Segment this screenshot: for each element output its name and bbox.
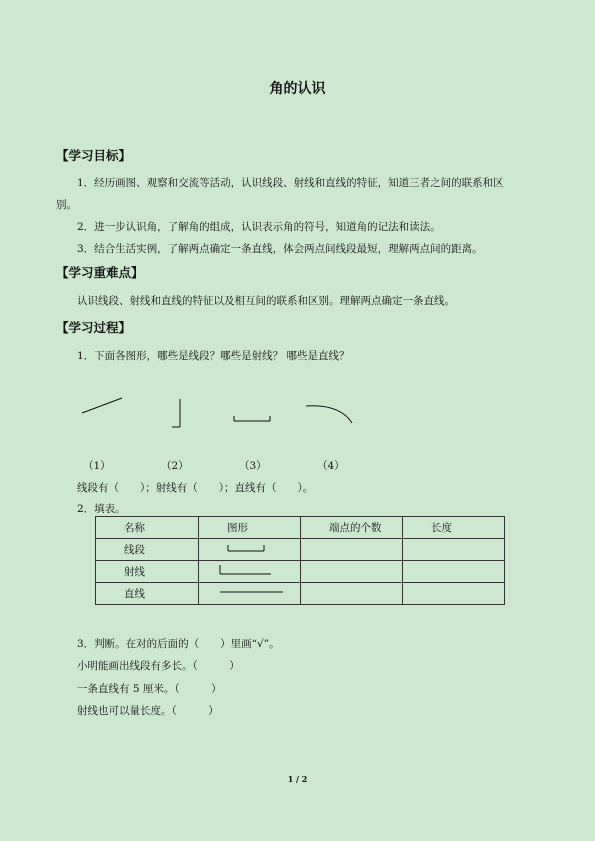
figure-label-1: （1） [83, 460, 111, 472]
table-cell-name: 射线 [96, 561, 199, 583]
table-cell-endpoints[interactable] [301, 583, 403, 605]
q2-prompt: 2．填表。 [77, 503, 126, 515]
table-header-row [96, 517, 505, 539]
line-figure-icon [219, 586, 285, 598]
table-row [96, 539, 505, 561]
fill-table [95, 516, 505, 605]
q3-item-1: 小明能画出线段有多长。（ ） [77, 660, 240, 672]
goal-item-3: 3．结合生活实例，了解两点确定一条直线，体会两点间线段最短，理解两点间的距离。 [77, 243, 483, 255]
segment-figure-icon [227, 542, 267, 554]
table-cell-length[interactable] [403, 561, 505, 583]
table-cell-length[interactable] [403, 583, 505, 605]
goals-heading: 【学习目标】 [56, 148, 132, 163]
table-header-length: 长度 [403, 517, 505, 539]
q1-prompt: 1．下面各图形，哪些是线段？哪些是射线？ 哪些是直线？ [77, 350, 350, 362]
table-row [96, 583, 505, 605]
process-heading: 【学习过程】 [56, 320, 132, 335]
q3-item-3: 射线也可以量长度。（ ） [77, 705, 219, 717]
ray-figure-icon [219, 564, 275, 576]
key-points-text: 认识线段、射线和直线的特征以及相互间的联系和区别。理解两点确定一条直线。 [77, 295, 455, 307]
table-cell-endpoints[interactable] [301, 539, 403, 561]
page-title: 角的认识 [269, 81, 326, 97]
goal-item-1: 1．经历画图、观察和交流等活动，认识线段、射线和直线的特征，知道三者之间的联系和区别。 [56, 177, 504, 211]
q3-item-2: 一条直线有 5 厘米。（ ） [77, 683, 222, 695]
key-points-heading: 【学习重难点】 [56, 265, 144, 280]
table-header-figure: 图形 [199, 517, 301, 539]
figure-label-2: （2） [161, 460, 189, 472]
table-header-name: 名称 [96, 517, 199, 539]
table-cell-name: 直线 [96, 583, 199, 605]
figure-label-3: （3） [239, 460, 267, 472]
figure-4-curve [306, 406, 352, 423]
table-cell-figure [199, 561, 301, 583]
table-row [96, 561, 505, 583]
figure-3-segment [234, 416, 270, 421]
q3-prompt: 3．判断。在对的后面的（ ）里画“√”。 [77, 638, 280, 650]
table-cell-name: 线段 [96, 539, 199, 561]
table-cell-figure [199, 583, 301, 605]
figure-1-segment [82, 398, 122, 413]
figure-2-ray [172, 399, 180, 427]
table-header-endpoints: 端点的个数 [301, 517, 403, 539]
table-cell-endpoints[interactable] [301, 561, 403, 583]
table-cell-figure [199, 539, 301, 561]
goal-item-2: 2．进一步认识角，了解角的组成，认识表示角的符号，知道角的记法和读法。 [77, 221, 441, 233]
figure-label-4: （4） [317, 460, 345, 472]
table-cell-length[interactable] [403, 539, 505, 561]
page-number: 1 / 2 [287, 774, 308, 784]
q1-answer-line: 线段有（ ）；射线有（ ）；直线有（ ）。 [77, 482, 314, 494]
